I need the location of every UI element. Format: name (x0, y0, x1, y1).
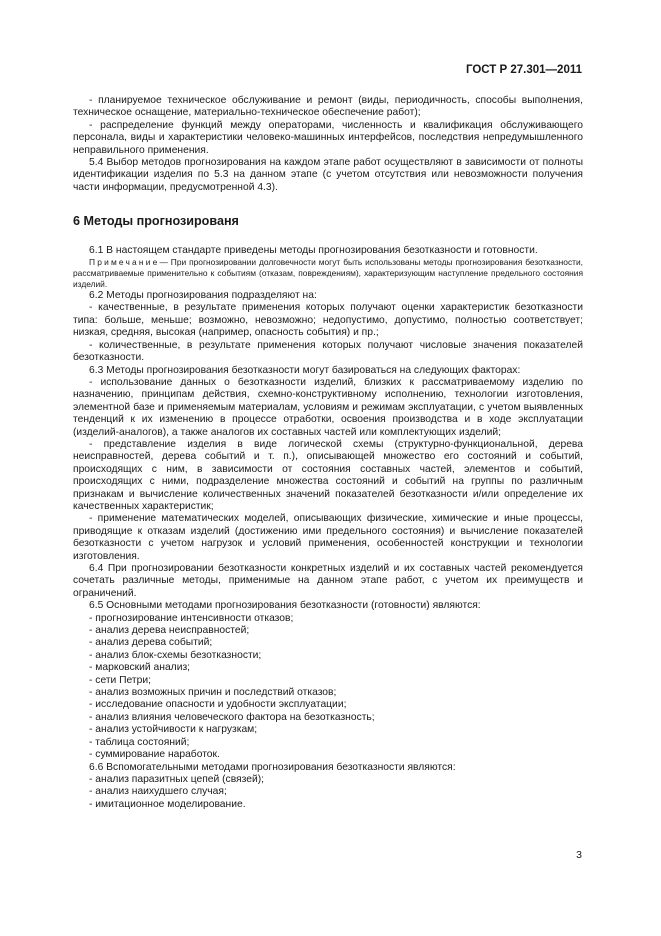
list-item: - исследование опасности и удобности эксплуатации; (89, 699, 347, 711)
body-paragraph: 6.2 Методы прогнозирования подразделяют на: (89, 290, 317, 302)
body-paragraph: 6.3 Методы прогнозирования безотказности могут базироваться на следующих факторах: (89, 364, 521, 376)
list-item: - сети Петри; (89, 674, 151, 686)
list-item: - анализ устойчивости к нагрузкам; (89, 724, 258, 736)
list-item: - анализ блок-схемы безотказности; (89, 649, 262, 661)
list-item: - применение математических моделей, описывающих физические, химические и иные процессы, приводящие к отказам изделий (достижению ими предельного состояния) и вычисление показателей безотказности с учетом нагрузок и условий применения, особенностей конструкции и технологии изготовления. (73, 513, 583, 562)
document-header: ГОСТ Р 27.301—2011 (465, 64, 582, 76)
list-item: - распределение функций между операторами, численность и квалификация обслуживающего персонала, виды и характеристики человеко-машинных интерфейсов, последствия непредумышленного неправильного применения. (73, 119, 583, 156)
body-paragraph: 6.4 При прогнозировании безотказности конкретных изделий и их составных частей рекомендуется сочетать различные методы, применимые на данном этапе работ, с учетом их преимуществ и ограничений. (73, 563, 583, 599)
list-item: - анализ дерева неисправностей; (89, 625, 250, 637)
list-item: - прогнозирование интенсивности отказов; (89, 612, 294, 624)
list-item: - анализ наихудшего случая; (89, 786, 227, 798)
body-paragraph: 6.6 Вспомогательными методами прогнозирования безотказности являются: (89, 761, 456, 773)
list-item: - количественные, в результате применения которых получают числовые значения показателей безотказности. (73, 339, 583, 364)
list-item: - суммирование наработок. (89, 749, 220, 761)
note-label: Примечание (89, 257, 160, 268)
list-item: - использование данных о безотказности изделий, близких к рассматриваемому изделию по назначению, принципам действия, схемно-конструктивному исполнению, технологии изготовления, элементной базе и применяемым материалам, условиям и режимам эксплуатации, с учетом выявленных тенденций к их изменению в процессе отработки, освоения производства и в ходе эксплуатации (изделий-аналогов), а также аналогов их составных частей или комплектующих изделий; (73, 376, 583, 438)
note-text: — При прогнозировании долговечности могут быть использованы методы прогнозирования безотказности, рассматриваемые применительно к событиям (отказам, повреждениям), характеризующим наступление предельного состояния изделий. (73, 257, 583, 290)
page-number: 3 (576, 849, 582, 861)
note-paragraph (73, 257, 583, 290)
list-item: - качественные, в результате применения которых получают оценки характеристик безотказности типа: больше, меньше; возможно, невозможно; недопустимо, допустимо, полностью соответствует; низкая, средняя, высокая (например, опасность события) и пр.; (73, 302, 583, 339)
list-item: - анализ влияния человеческого фактора на безотказность; (89, 711, 375, 723)
body-paragraph: 5.4 Выбор методов прогнозирования на каждом этапе работ осуществляют в зависимости от полноты идентификации изделия по 5.3 на данном этапе (с учетом отсутствия или невозможности получения части информации, предусмотренной 4.3). (73, 157, 583, 193)
list-item: - имитационное моделирование. (89, 798, 246, 810)
list-item: - планируемое техническое обслуживание и ремонт (виды, периодичность, способы выполнения, техническое оснащение, материально-техническое обеспечение работ); (73, 95, 583, 119)
section-heading: 6 Методы прогнозированя (73, 214, 239, 229)
list-item: - анализ возможных причин и последствий отказов; (89, 687, 337, 699)
list-item: - анализ паразитных цепей (связей); (89, 773, 265, 785)
list-item: - представление изделия в виде логической схемы (структурно-функциональной, дерева неисправностей, дерева событий и т. п.), описывающей множество его состояний и событий, происходящих с ним, в зависимости от состояния составных частей, элементов и событий, происходящих с ними, подразделение множества состояний и событий на группы по различным признакам и вычисление количественных значений показателей безотказности и/или определение их качественных характеристик; (73, 438, 583, 512)
body-paragraph: 6.5 Основными методами прогнозирования безотказности (готовности) являются: (89, 600, 481, 612)
list-item: - таблица состояний; (89, 736, 190, 748)
list-item: - марковский анализ; (89, 662, 191, 674)
body-paragraph: 6.1 В настоящем стандарте приведены методы прогнозирования безотказности и готовности. (89, 244, 538, 256)
document-body (73, 95, 583, 811)
list-item: - анализ дерева событий; (89, 637, 213, 649)
